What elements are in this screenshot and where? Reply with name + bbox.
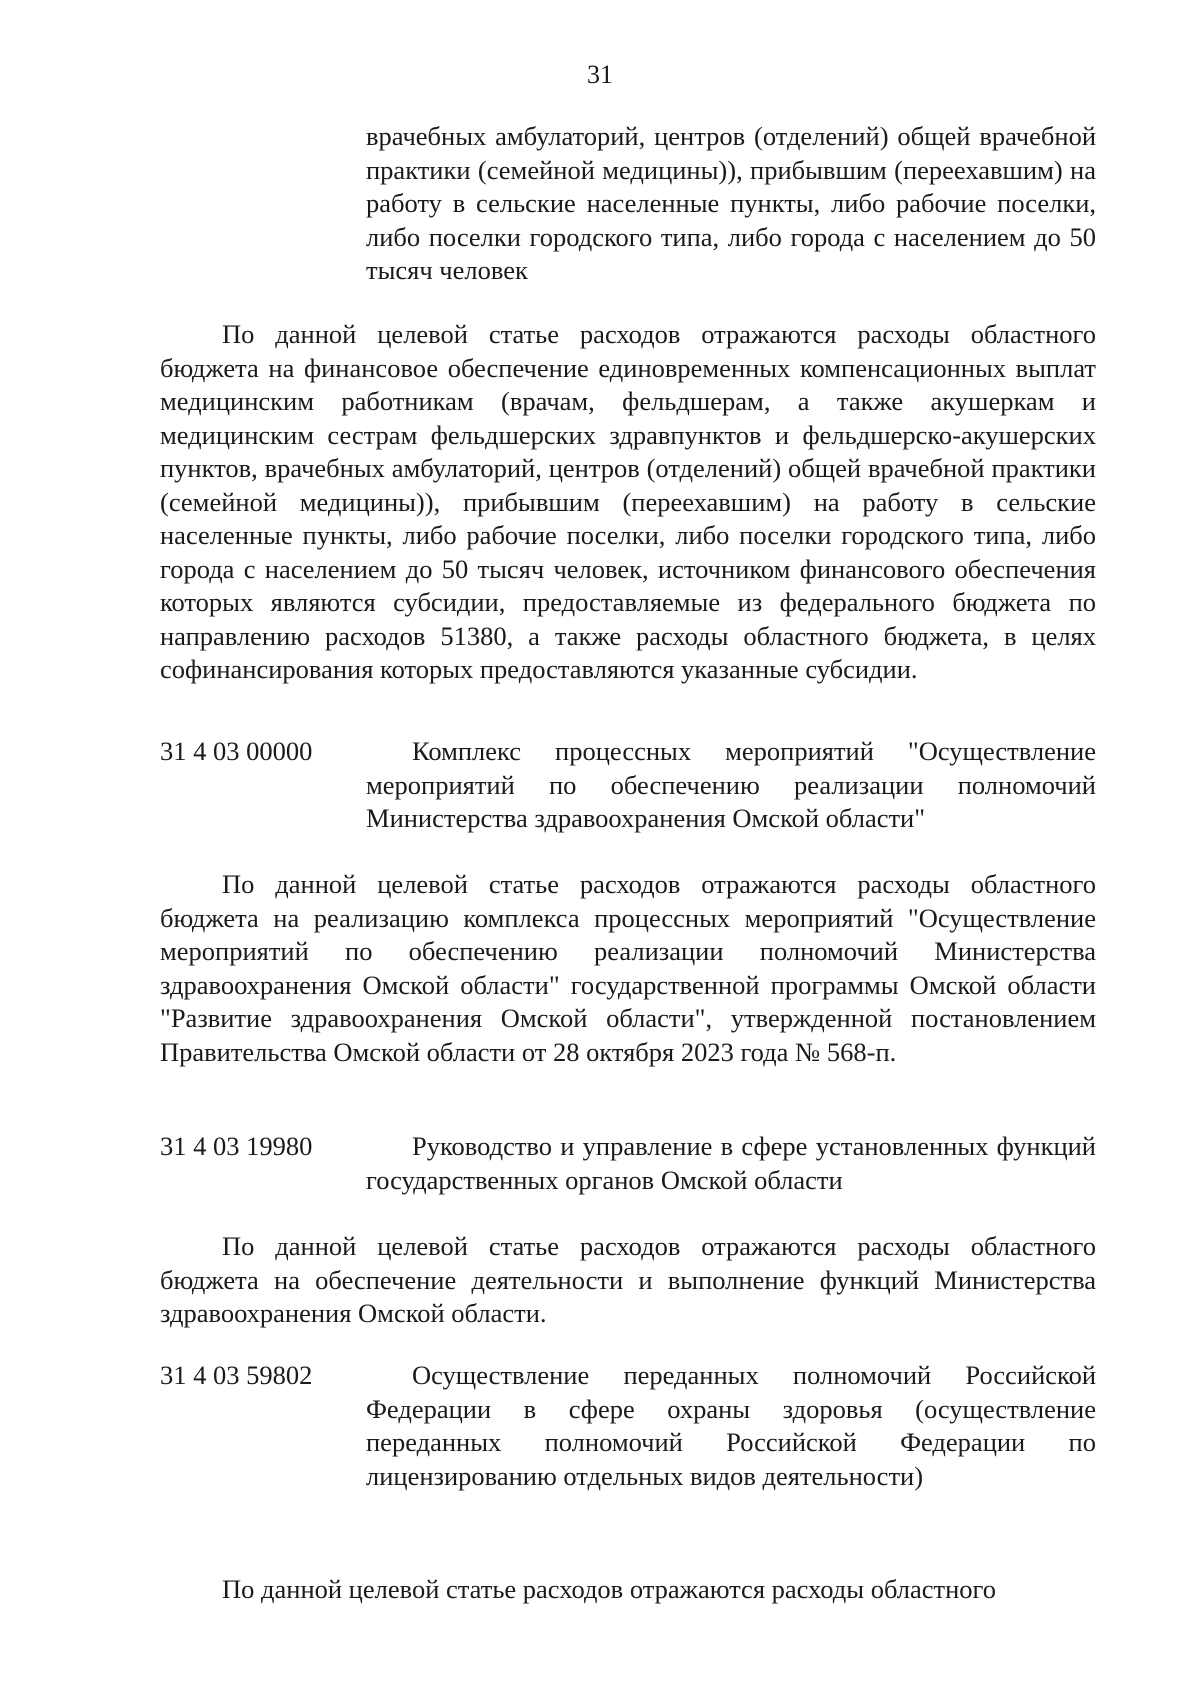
article-code: 31 4 03 00000 — [160, 736, 313, 766]
article-title: Осуществление переданных полномочий Российской Федерации в сфере охраны здоровья (осуществление переданных полномочий Российской Федерации по лицензированию отдельных видов деятельности) — [366, 1360, 1096, 1491]
paragraph-2: По данной целевой статье расходов отражаются расходы областного бюджета на реализацию комплекса процессных мероприятий "Осуществление мероприятий по обеспечению реализации полномочий Министерства здравоохранения Омской области" государственной программы Омской области "Развитие здравоохранения Омской области", утвержденной постановлением Правительства Омской области от 28 октября 2023 года № 568-п. — [160, 869, 1096, 1067]
article-title: Руководство и управление в сфере установленных функций государственных органов Омской области — [366, 1131, 1096, 1195]
paragraph-3: По данной целевой статье расходов отражаются расходы областного бюджета на обеспечение деятельности и выполнение функций Министерства здравоохранения Омской области. — [160, 1231, 1096, 1328]
paragraph-1: По данной целевой статье расходов отражаются расходы областного бюджета на финансовое обеспечение единовременных компенсационных выплат медицинским работникам (врачам, фельдшерам, а также акушеркам и медицинским сестрам фельдшерских здравпунктов и фельдшерско-акушерских пунктов, врачебных амбулаторий, центров (отделений) общей врачебной практики (семейной медицины)), прибывшим (переехавшим) на работу в сельские населенные пункты, либо рабочие поселки, либо поселки городского типа, либо города с населением до 50 тысяч человек, источником финансового обеспечения которых являются субсидии, предоставляемые из федерального бюджета по направлению расходов 51380, а также расходы областного бюджета, в целях софинансирования которых предоставляются указанные субсидии. — [160, 319, 1096, 684]
article-code: 31 4 03 59802 — [160, 1360, 313, 1390]
article-code: 31 4 03 19980 — [160, 1131, 313, 1161]
article-title: Комплекс процессных мероприятий "Осуществление мероприятий по обеспечению реализации полномочий Министерства здравоохранения Омской области" — [366, 736, 1096, 833]
paragraph-4: По данной целевой статье расходов отражаются расходы областного — [222, 1574, 996, 1604]
continued-article-title: врачебных амбулаторий, центров (отделений) общей врачебной практики (семейной медицины)), прибывшим (переехавшим) на работу в сельские населенные пункты, либо рабочие поселки, либо поселки городского типа, либо города с населением до 50 тысяч человек — [366, 121, 1096, 285]
page-number: 31 — [587, 60, 613, 89]
